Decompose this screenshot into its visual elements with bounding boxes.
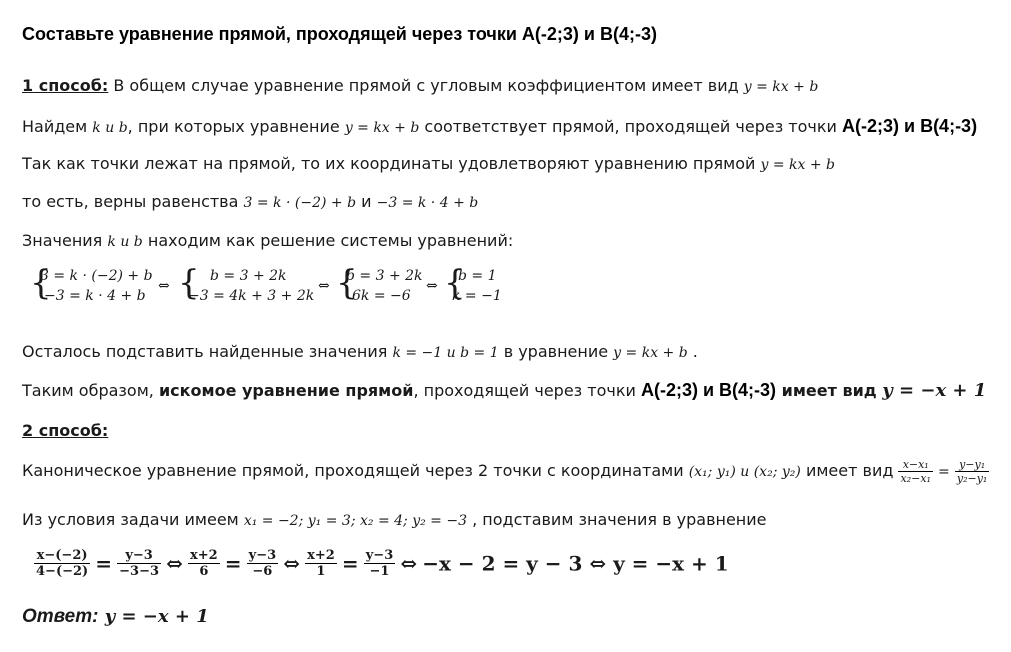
formula: y = kx + b [743,79,819,95]
method2-heading: 2 способ: [22,421,109,440]
canonical-right-fraction: $\frac{\text{y−y₁}}{\text{y₂−y₁}}$ [956,458,988,485]
method1-intro: 1 способ: В общем случае уравнение прямой с угловым коэффициентом имеет вид y = kx + b [22,76,819,95]
canonical-left-fraction: $\frac{\text{x−x₁}}{\text{x₂−x₁}}$ [900,458,931,485]
method1-line6: Осталось подставить найденные значения k = −1 и b = 1 в уравнение y = kx + b . [22,342,698,361]
method2-line2: Из условия задачи имеем x₁ = −2; y₁ = 3; x₂ = 4; y₂ = −3 , подставим значения в уравнение [22,510,767,529]
method2-derivation: $\frac{x-(-2)}{4-(-2)}$ = $\frac{y-3}{-3-3}$ ⇔ $\frac{x+2}{6}$ = $\frac{y-3}{-6}$ ⇔ $\frac{x+2}{1}$ = $\frac{y-3}{-1}$ ⇔ −x − 2 = y − 3 ⇔ y = −x + 1 [36,548,729,579]
method1-line4: то есть, верны равенства 3 = k · (−2) + b и −3 = k · 4 + b [22,192,479,211]
problem-title: Составьте уравнение прямой, проходящей через точки А(-2;3) и В(4;-3) [22,24,657,44]
method1-heading: 1 способ: [22,76,109,95]
result-formula: y = −x + 1 [882,380,987,401]
answer-value: y = −x + 1 [98,606,209,627]
method1-line3: Так как точки лежат на прямой, то их координаты удовлетворяют уравнению прямой y = kx + b [22,154,835,173]
answer-label: Ответ: [22,606,99,627]
method1-conclusion: Таким образом, искомое уравнение прямой, проходящей через точки А(-2;3) и В(4;-3) имеет вид y = −x + 1 [22,380,987,401]
points-label: А(-2;3) и В(4;-3) [842,116,978,136]
answer [22,606,209,628]
method2-line1: Каноническое уравнение прямой, проходящей через 2 точки с координатами (x₁; y₁) и (x₂; y₂) имеет вид $\frac{\text{x−x₁}}{\text{x₂−x₁}}$ = $\frac{\text{y−y₁}}{\text{y₂−y₁}}$ [22,458,988,485]
method1-line2: Найдем k и b, при которых уравнение y = kx + b соответствует прямой, проходящей через точки А(-2;3) и В(4;-3) [22,116,978,136]
method1-line5: Значения k и b находим как решение системы уравнений: [22,231,514,250]
